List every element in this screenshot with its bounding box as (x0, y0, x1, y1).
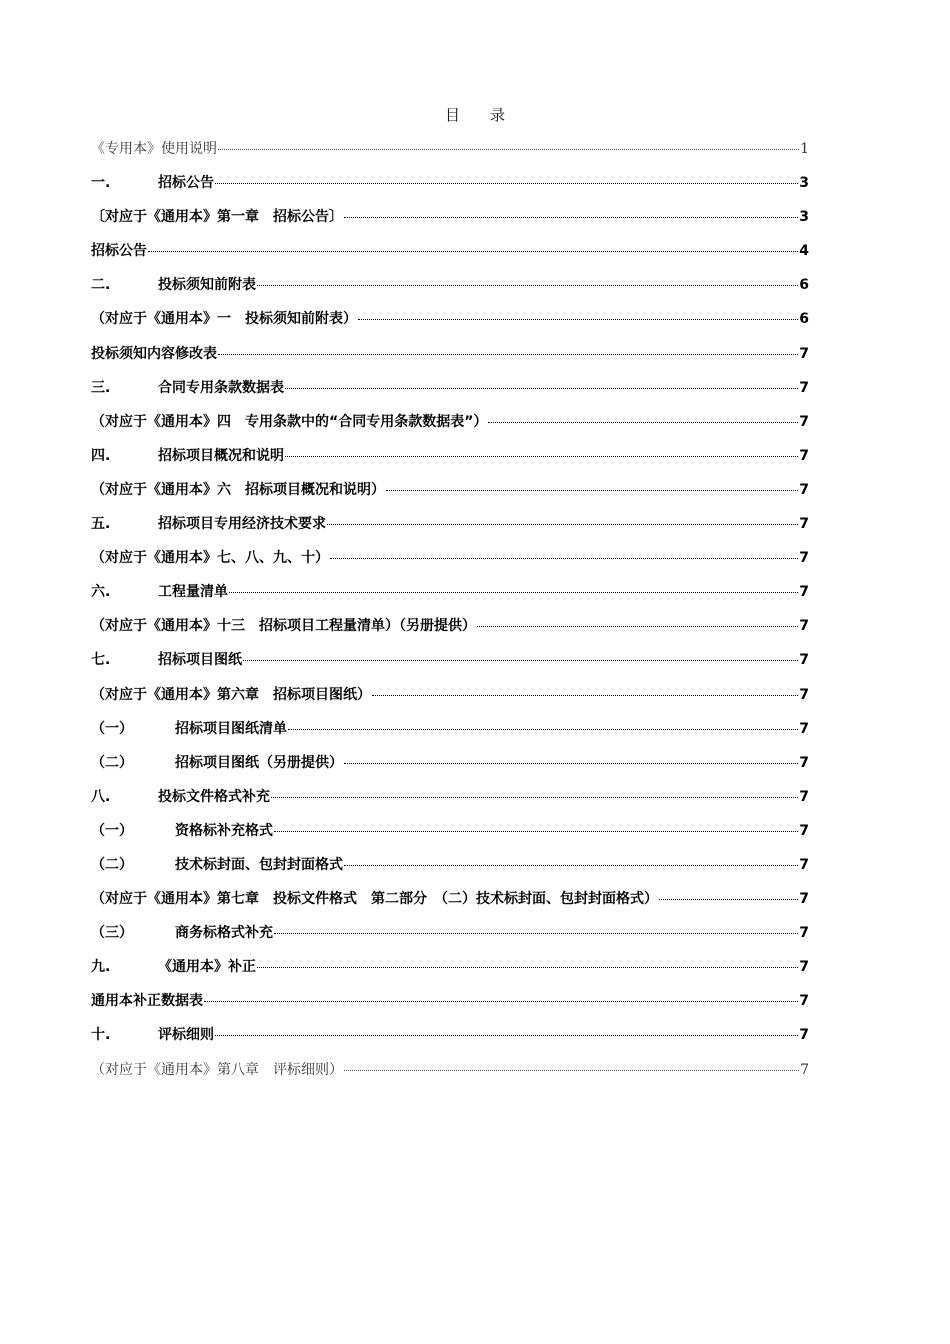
dot-leader (344, 763, 798, 764)
dot-leader (344, 1070, 799, 1071)
toc-entry-number: 一. (91, 175, 111, 192)
toc-entry[interactable] (91, 274, 809, 308)
dot-leader (386, 490, 798, 491)
toc-entry[interactable] (91, 820, 809, 854)
toc-entry-title: （对应于《通用本》第八章 评标细则） (91, 1061, 343, 1078)
dot-leader (344, 865, 798, 866)
toc-entry-title: （对应于《通用本》六 招标项目概况和说明） (91, 481, 385, 498)
toc-entry[interactable] (91, 547, 809, 581)
dot-leader (288, 729, 798, 730)
dot-leader (477, 626, 798, 627)
toc-entry-number: （三） (91, 925, 133, 942)
toc-entry-number: 七. (91, 652, 111, 669)
toc-entry-number: 四. (91, 447, 111, 464)
dot-leader (659, 899, 798, 900)
toc-entry-page: 1 (800, 141, 809, 157)
dot-leader (327, 524, 798, 525)
toc-entry[interactable] (91, 479, 809, 513)
toc-entry-page: 7 (799, 584, 809, 601)
dot-leader (148, 251, 798, 252)
toc-entry[interactable] (91, 684, 809, 718)
toc-entry-page: 7 (800, 1061, 809, 1078)
dot-leader (274, 831, 798, 832)
toc-entry-number: （二） (91, 856, 133, 873)
toc-entry[interactable] (91, 377, 809, 411)
toc-entry-page: 7 (799, 447, 809, 464)
toc-entry-title: 评标细则 (158, 1027, 214, 1044)
toc-entry-title: （对应于《通用本》十三 招标项目工程量清单）（另册提供） (91, 618, 476, 635)
toc-entry-title: 招标项目专用经济技术要求 (158, 516, 326, 533)
toc-entry-title: 投标须知内容修改表 (91, 345, 217, 362)
toc-entry-title: 商务标格式补充 (175, 925, 273, 942)
toc-entry-title: 〔对应于《通用本》第一章 招标公告〕 (91, 209, 343, 226)
toc-list (91, 138, 809, 1093)
toc-entry-title: 投标须知前附表 (158, 277, 256, 294)
toc-entry-page: 7 (799, 891, 809, 908)
toc-entry[interactable] (91, 138, 809, 172)
toc-entry-number: 二. (91, 277, 111, 294)
toc-entry-title: 《通用本》补正 (158, 959, 256, 976)
toc-entry-title: （对应于《通用本》七、八、九、十） (91, 550, 329, 567)
toc-entry-title: 招标公告 (158, 175, 214, 192)
toc-entry-title: 资格标补充格式 (175, 822, 273, 839)
toc-entry-page: 6 (799, 311, 809, 328)
dot-leader (218, 354, 798, 355)
toc-entry[interactable] (91, 922, 809, 956)
dot-leader (218, 149, 799, 150)
toc-entry[interactable] (91, 888, 809, 922)
toc-entry-page: 7 (799, 413, 809, 430)
dot-leader (285, 388, 798, 389)
dot-leader (215, 1035, 798, 1036)
toc-entry-number: （二） (91, 754, 133, 771)
toc-entry-title: 招标项目图纸（另册提供） (175, 754, 343, 771)
toc-entry[interactable] (91, 752, 809, 786)
dot-leader (215, 183, 798, 184)
toc-entry-page: 4 (799, 243, 809, 260)
toc-entry-page: 7 (799, 925, 809, 942)
toc-entry-number: 六. (91, 584, 111, 601)
dot-leader (243, 660, 798, 661)
toc-entry-title: （对应于《通用本》第七章 投标文件格式 第二部分 （二）技术标封面、包封封面格式） (91, 891, 658, 908)
toc-entry[interactable] (91, 956, 809, 990)
dot-leader (344, 217, 798, 218)
toc-entry[interactable] (91, 308, 809, 342)
toc-entry-title: （对应于《通用本》一 投标须知前附表） (91, 311, 357, 328)
dot-leader (257, 285, 798, 286)
dot-leader (204, 1001, 798, 1002)
dot-leader (488, 422, 798, 423)
toc-entry-title: 招标项目图纸清单 (175, 720, 287, 737)
toc-entry-title: 投标文件格式补充 (158, 788, 270, 805)
toc-entry-page: 7 (799, 345, 809, 362)
toc-entry[interactable] (91, 1059, 809, 1093)
toc-entry-page: 7 (799, 618, 809, 635)
toc-entry-title: 《专用本》使用说明 (91, 141, 217, 157)
dot-leader (358, 319, 798, 320)
dot-leader (274, 933, 798, 934)
toc-entry-title: （对应于《通用本》第六章 招标项目图纸） (91, 686, 371, 703)
toc-entry[interactable] (91, 343, 809, 377)
toc-entry-page: 7 (799, 822, 809, 839)
dot-leader (257, 967, 798, 968)
toc-entry-number: 八. (91, 788, 111, 805)
toc-entry-number: （一） (91, 720, 133, 737)
toc-entry[interactable] (91, 240, 809, 274)
toc-entry[interactable] (91, 445, 809, 479)
dot-leader (372, 695, 798, 696)
toc-entry-number: （一） (91, 822, 133, 839)
toc-entry[interactable] (91, 206, 809, 240)
toc-entry[interactable] (91, 581, 809, 615)
toc-entry-number: 五. (91, 516, 111, 533)
toc-entry[interactable] (91, 854, 809, 888)
toc-entry-page: 6 (799, 277, 809, 294)
toc-entry-title: 工程量清单 (158, 584, 228, 601)
toc-entry-page: 3 (799, 175, 809, 192)
toc-entry-page: 7 (799, 788, 809, 805)
toc-entry-page: 7 (799, 754, 809, 771)
toc-entry-page: 3 (799, 209, 809, 226)
toc-entry[interactable] (91, 1024, 809, 1058)
toc-entry-number: 十. (91, 1027, 111, 1044)
toc-entry-title: 招标公告 (91, 243, 147, 260)
toc-entry-title: （对应于《通用本》四 专用条款中的“合同专用条款数据表”） (91, 413, 488, 430)
toc-entry[interactable] (91, 718, 809, 752)
toc-entry[interactable] (91, 786, 809, 820)
toc-entry[interactable] (91, 649, 809, 683)
toc-entry-title: 招标项目图纸 (158, 652, 242, 669)
toc-entry[interactable] (91, 411, 809, 445)
toc-entry-page: 7 (799, 856, 809, 873)
toc-entry-page: 7 (799, 481, 809, 498)
toc-entry-title: 合同专用条款数据表 (158, 379, 284, 396)
dot-leader (285, 456, 798, 457)
toc-entry-number: 九. (91, 959, 111, 976)
toc-entry-page: 7 (799, 516, 809, 533)
toc-entry-title: 通用本补正数据表 (91, 993, 203, 1010)
toc-entry-page: 7 (799, 993, 809, 1010)
toc-entry-title: 技术标封面、包封封面格式 (175, 856, 343, 873)
toc-title: 目录 (444, 106, 535, 124)
toc-entry-page: 7 (799, 959, 809, 976)
toc-entry-page: 7 (799, 686, 809, 703)
toc-entry-number: 三. (91, 379, 111, 396)
dot-leader (330, 558, 798, 559)
toc-entry-page: 7 (799, 550, 809, 567)
toc-entry[interactable] (91, 990, 809, 1024)
toc-entry[interactable] (91, 513, 809, 547)
dot-leader (271, 797, 798, 798)
toc-entry-page: 7 (799, 652, 809, 669)
toc-entry-page: 7 (799, 720, 809, 737)
toc-entry-page: 7 (799, 1027, 809, 1044)
toc-entry-page: 7 (799, 379, 809, 396)
toc-entry[interactable] (91, 615, 809, 649)
dot-leader (229, 592, 798, 593)
toc-entry-title: 招标项目概况和说明 (158, 447, 284, 464)
toc-entry[interactable] (91, 172, 809, 206)
